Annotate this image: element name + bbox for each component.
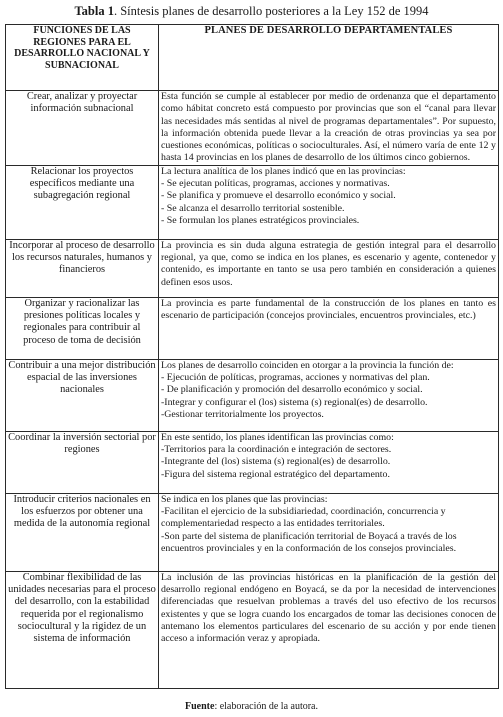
table-row bbox=[6, 239, 499, 297]
plan-cell bbox=[159, 297, 499, 359]
plan-text-line: Se indica en los planes que las provincias: bbox=[161, 493, 328, 505]
function-cell: Crear, analizar y proyectar información subnacional bbox=[6, 91, 159, 166]
table-row bbox=[6, 431, 499, 493]
plan-text-line: -Son parte del sistema de planificación territorial de Boyacá a través de los encuentros provinciales y en la conformación de los consejos provinciales. bbox=[161, 530, 457, 554]
plan-text-line: -Figura del sistema regional estratégico del departamento. bbox=[161, 468, 390, 480]
table-row bbox=[6, 359, 499, 431]
function-cell: Introducir criterios nacionales en los esfuerzos por obtener una medida de la autonomía regional bbox=[6, 493, 159, 571]
plan-text-line: -Gestionar territorialmente los proyectos. bbox=[161, 408, 324, 420]
function-cell: Coordinar la inversión sectorial por regiones bbox=[6, 431, 159, 493]
source-label: Fuente bbox=[184, 701, 215, 712]
plan-text-line: La inclusión de las provincias históricas en la planificación de la gestión del desarrollo regional endógeno en Boyacá, se da por la necesidad de intervenciones diferenciadas que resuelvan problemas a través del uso efectivo de los recursos existentes y que se logra cuando los encargados de tomar las decisiones conocen de antemano los elementos particulares del escenario de su acción y por ende tienen acceso a información veraz y apropiada. bbox=[161, 571, 496, 645]
caption-label: Tabla 1 bbox=[74, 4, 114, 18]
function-cell: Contribuir a una mejor distribución espacial de las inversiones nacionales bbox=[6, 359, 159, 431]
plan-text-line: -Facilitan el ejercicio de la subsidiariedad, coordinación, concurrencia y complementariedad respecto a las entidades territoriales. bbox=[161, 506, 446, 530]
plan-text-line: - Se alcanza el desarrollo territorial sostenible. bbox=[161, 202, 345, 214]
table-caption bbox=[0, 3, 503, 19]
function-cell: Organizar y racionalizar las presiones políticas locales y regionales para contribuir al proceso de toma de decisión bbox=[6, 297, 159, 359]
source-text: : elaboración de la autora. bbox=[214, 701, 318, 712]
plan-text-line: - Se formulan los planes estratégicos provinciales. bbox=[161, 214, 360, 226]
table-body bbox=[6, 91, 499, 689]
table-row bbox=[6, 165, 499, 239]
synthesis-table bbox=[5, 24, 499, 689]
plan-text-line: -Integrante del (los) sistema (s) regional(es) de desarrollo. bbox=[161, 456, 391, 468]
table-row bbox=[6, 91, 499, 166]
table-row bbox=[6, 493, 499, 571]
plan-cell bbox=[159, 91, 499, 166]
caption-text: . Síntesis planes de desarrollo posteriores a la Ley 152 de 1994 bbox=[113, 4, 429, 18]
plan-cell bbox=[159, 431, 499, 493]
plan-text-line: -Territorios para la coordinación e integración de sectores. bbox=[161, 444, 392, 456]
plan-cell bbox=[159, 571, 499, 688]
table-source bbox=[0, 701, 503, 713]
header-plans: PLANES DE DESARROLLO DEPARTAMENTALES bbox=[159, 25, 499, 91]
function-cell: Relacionar los proyectos específicos mediante una subagregación regional bbox=[6, 165, 159, 239]
plan-text-line: La lectura analítica de los planes indicó que en las provincias: bbox=[161, 165, 406, 177]
plan-cell bbox=[159, 359, 499, 431]
plan-cell bbox=[159, 165, 499, 239]
plan-text-line: - Se planifica y promueve el desarrollo económico y social. bbox=[161, 190, 396, 202]
plan-text-line: La provincia es sin duda alguna estrategia de gestión integral para el desarrollo regional, ya que, como se indica en los planes, es escenario y agente, contenedor y contenido, es importante en tanto se usa pero también en consideración a quienes definen esos usos. bbox=[161, 239, 496, 288]
header-functions: FUNCIONES DE LAS REGIONES PARA EL DESARROLLO NACIONAL Y SUBNACIONAL bbox=[6, 25, 159, 91]
plan-cell bbox=[159, 493, 499, 571]
function-cell: Combinar flexibilidad de las unidades necesarias para el proceso del desarrollo, con la estabilidad requerida por el regionalismo sociocultural y la rigidez de un sistema de información bbox=[6, 571, 159, 688]
table-header-row bbox=[6, 25, 499, 91]
plan-text-line: La provincia es parte fundamental de la construcción de los planes en tanto es escenario de participación (concejos provinciales, encuentros provinciales, etc.) bbox=[161, 297, 496, 322]
plan-cell bbox=[159, 239, 499, 297]
table-row bbox=[6, 571, 499, 688]
plan-text-line: - De planificación y promoción del desarrollo económico y social. bbox=[161, 384, 423, 396]
function-cell: Incorporar al proceso de desarrollo los recursos naturales, humanos y financieros bbox=[6, 239, 159, 297]
table-row bbox=[6, 297, 499, 359]
plan-text-line: En este sentido, los planes identifican las provincias como: bbox=[161, 431, 394, 443]
plan-text-line: - Ejecución de políticas, programas, acciones y normativas del plan. bbox=[161, 372, 430, 384]
plan-text-line: Los planes de desarrollo coinciden en otorgar a la provincia la función de: bbox=[161, 359, 454, 371]
plan-text-line: Esta función se cumple al establecer por medio de ordenanza que el departamento como hábitat concreto está compuesto por provincias que son el “canal para llevar las necesidades más sentidas al nivel de programas departamentales”. Por supuesto, la información obtenida puede llevar a la creación de otras provincias ya sea por cuestiones económicas, políticas o socioculturales. Así, el número varía de ente 12 y hasta 14 provincias en los planes de desarrollo de los últimos cinco gobiernos. bbox=[161, 91, 496, 164]
plan-text-line: -Integrar y configurar el (los) sistema (s) regional(es) de desarrollo. bbox=[161, 396, 428, 408]
plan-text-line: - Se ejecutan políticas, programas, acciones y normativas. bbox=[161, 178, 390, 190]
